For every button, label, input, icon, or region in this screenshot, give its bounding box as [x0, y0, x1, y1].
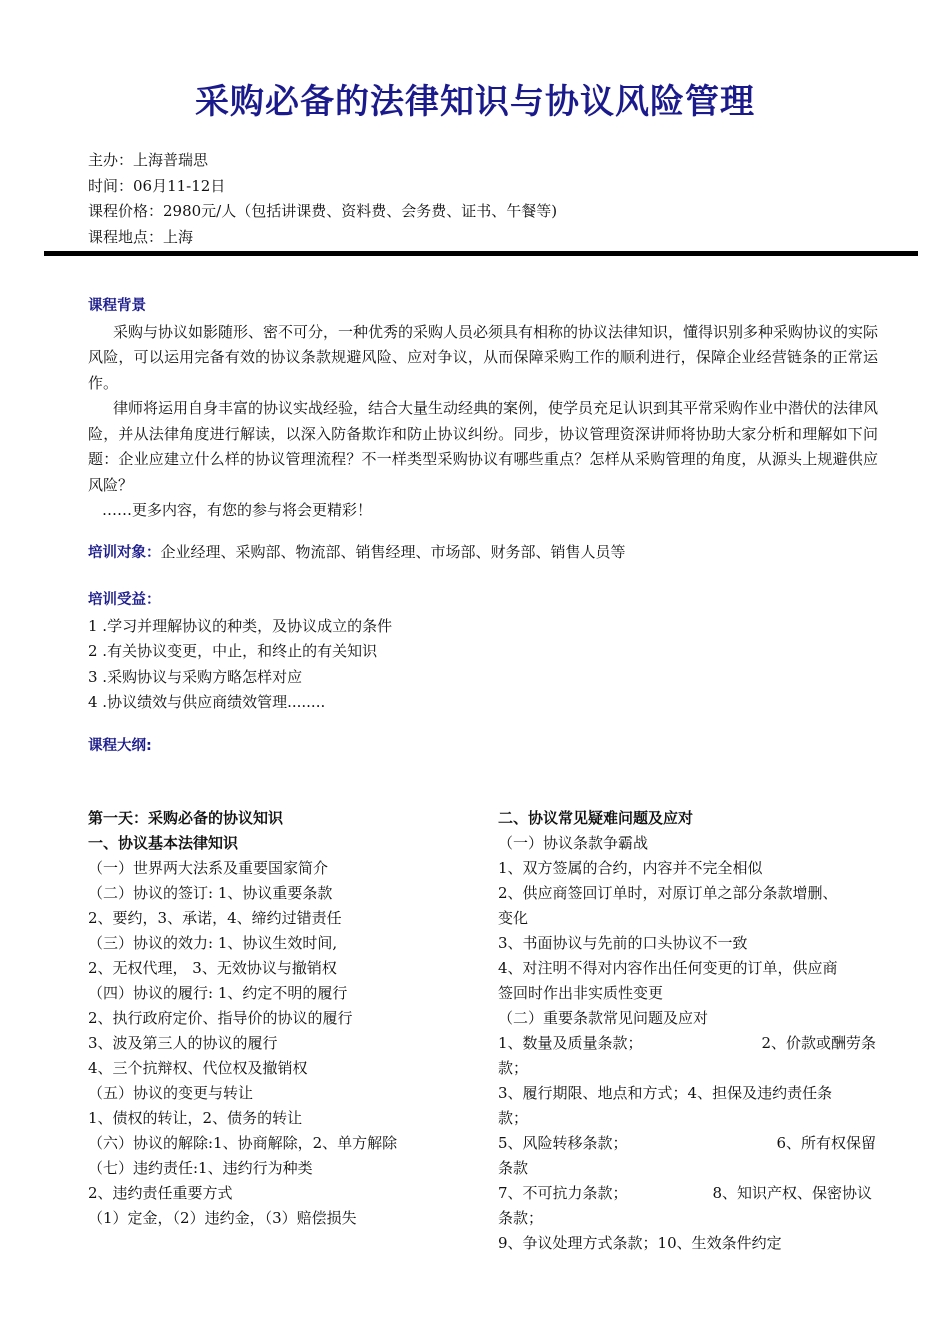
time-line: 时间：06月11-12日 — [88, 176, 226, 195]
outline-section — [88, 734, 878, 760]
background-more: ……更多内容，有您的参与将会更精彩！ — [102, 501, 373, 519]
outline-line: 2、无权代理， 3、无效协议与撤销权 — [88, 959, 337, 977]
outline-line: 3、履行期限、地点和方式；4、担保及违约责任条 — [498, 1084, 833, 1102]
benefit-item: 3 .采购协议与采购方略怎样对应 — [88, 667, 303, 686]
outline-line: （1）定金，（2）违约金，（3）赔偿损失 — [88, 1209, 357, 1227]
outline-line: 3、波及第三人的协议的履行 — [88, 1034, 278, 1052]
page-title: 采购必备的法律知识与协议风险管理 — [195, 82, 755, 122]
background-paragraph-2: 律师将运用自身丰富的协议实战经验，结合大量生动经典的案例，使学员充足认识到其平常采购作业中潜伏的法律风险，并从法律角度进行解读，以深入防备欺诈和防止协议纠纷。同步，协议管理资深讲师将协助大家分析和理解如下问题：企业应建立什么样的协议管理流程？不一样类型采购协议有哪些重点？怎样从采购管理的角度，从源头上规避供应风险？ — [88, 399, 879, 494]
section-heading: 二、协议常见疑难问题及应对 — [498, 809, 694, 827]
clause-item: 1、数量及质量条款； — [498, 1034, 643, 1052]
outline-line: 2、违约责任重要方式 — [88, 1184, 233, 1202]
outline-line: 款； — [498, 1109, 529, 1127]
outline-line: 条款 — [498, 1159, 529, 1177]
outline-line: （一）世界两大法系及重要国家简介 — [88, 859, 329, 877]
outline-line: 3、书面协议与先前的口头协议不一致 — [498, 934, 748, 952]
outline-line: 2、供应商签回订单时，对原订单之部分条款增删、 — [498, 884, 838, 902]
outline-line: 1、债权的转让，2、债务的转让 — [88, 1109, 303, 1127]
section-heading: 一、协议基本法律知识 — [88, 834, 239, 852]
divider — [44, 251, 918, 256]
outline-line: 4、三个抗辩权、代位权及撤销权 — [88, 1059, 308, 1077]
background-heading: 课程背景 — [88, 298, 146, 314]
benefit-item: 4 .协议绩效与供应商绩效管理........ — [88, 693, 326, 711]
outline-line: 变化 — [498, 909, 529, 927]
outline-line — [498, 1181, 876, 1206]
clause-item: 2、价款或酬劳条 — [761, 1034, 876, 1052]
day-heading: 第一天：采购必备的协议知识 — [88, 809, 284, 827]
benefit-item: 2 .有关协议变更，中止，和终止的有关知识 — [88, 642, 378, 660]
outline-line: （三）协议的效力: 1、协议生效时间, — [88, 934, 338, 952]
outline-line: （六）协议的解除:1、协商解除，2、单方解除 — [88, 1134, 398, 1152]
audience-heading: 培训对象： — [88, 545, 161, 561]
outline-line: 2、要约，3、承诺，4、缔约过错责任 — [88, 909, 342, 927]
location-line: 课程地点：上海 — [88, 227, 194, 246]
background-section — [88, 294, 878, 524]
outline-left-column — [88, 806, 468, 1231]
outline-line: 款； — [498, 1059, 529, 1077]
background-paragraph-1: 采购与协议如影随形、密不可分，一种优秀的采购人员必须具有相称的协议法律知识，懂得识别多种采购协议的实际风险，可以运用完备有效的协议条款规避风险、应对争议，从而保障采购工作的顺利进行，保障企业经营链条的正常运作。 — [88, 322, 879, 392]
outline-line — [498, 1031, 876, 1056]
benefits-heading: 培训受益： — [88, 592, 161, 608]
outline-line: 4、对注明不得对内容作出任何变更的订单，供应商 — [498, 959, 838, 977]
clause-item: 5、风险转移条款； — [498, 1134, 628, 1152]
outline-line: 签回时作出非实质性变更 — [498, 984, 664, 1002]
audience-text: 企业经理、采购部、物流部、销售经理、市场部、财务部、销售人员等 — [160, 543, 626, 561]
outline-line — [498, 1131, 876, 1156]
benefits-section — [88, 588, 878, 716]
audience-section — [88, 540, 878, 567]
subsection-heading: （二）重要条款常见问题及应对 — [498, 1009, 709, 1027]
clause-item: 7、不可抗力条款； — [498, 1184, 628, 1202]
outline-line: （五）协议的变更与转让 — [88, 1084, 254, 1102]
outline-line: （二）协议的签订: 1、协议重要条款 — [88, 884, 333, 902]
course-meta — [88, 148, 557, 250]
benefit-item: 1 .学习并理解协议的种类，及协议成立的条件 — [88, 616, 393, 635]
outline-line: 1、双方签属的合约，内容并不完全相似 — [498, 859, 763, 877]
outline-line: 9、争议处理方式条款；10、生效条件约定 — [498, 1234, 782, 1252]
clause-item: 6、所有权保留 — [776, 1134, 876, 1152]
price-line: 课程价格：2980元/人（包括讲课费、资料费、会务费、证书、午餐等) — [88, 202, 558, 220]
clause-item: 8、知识产权、保密协议 — [712, 1184, 872, 1202]
outline-line: （七）违约责任:1、违约行为种类 — [88, 1159, 313, 1177]
subsection-heading: （一）协议条款争霸战 — [498, 834, 649, 852]
outline-line: 2、执行政府定价、指导价的协议的履行 — [88, 1009, 353, 1027]
outline-line: 条款； — [498, 1209, 544, 1227]
organizer-line: 主办：上海普瑞思 — [88, 151, 209, 169]
outline-heading: 课程大纲: — [88, 738, 152, 754]
outline-line: （四）协议的履行: 1、约定不明的履行 — [88, 984, 348, 1002]
outline-right-column — [498, 806, 876, 1256]
